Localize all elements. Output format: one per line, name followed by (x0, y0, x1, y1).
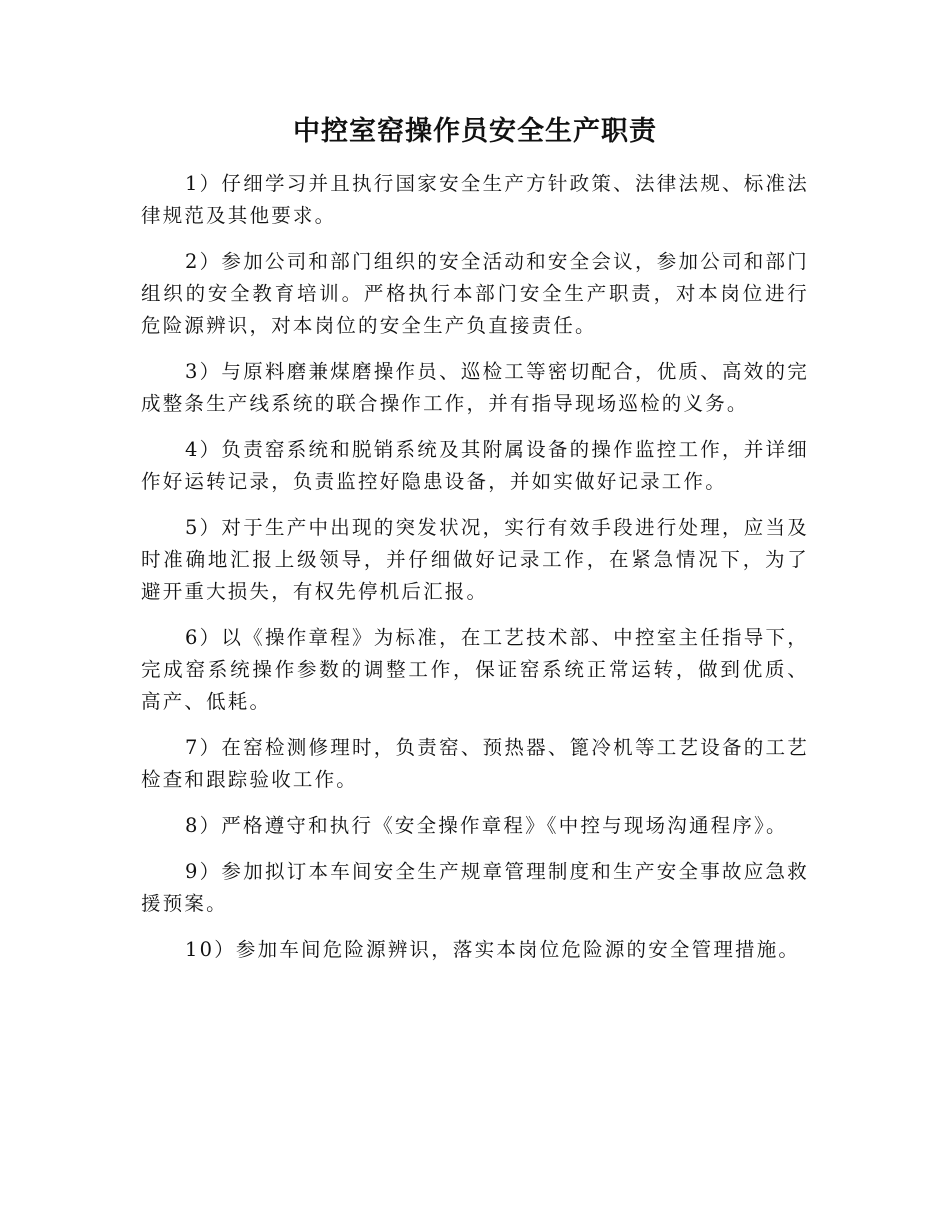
duty-item-5: 5）对于生产中出现的突发状况，实行有效手段进行处理，应当及时准确地汇报上级领导，并仔细做好记录工作，在紧急情况下，为了避开重大损失，有权先停机后汇报。 (141, 516, 809, 603)
duty-item-1: 1）仔细学习并且执行国家安全生产方针政策、法律法规、标准法律规范及其他要求。 (141, 172, 809, 227)
duty-item-4: 4）负责窑系统和脱销系统及其附属设备的操作监控工作，并详细作好运转记录，负责监控好隐患设备，并如实做好记录工作。 (141, 438, 809, 493)
duty-item-9: 9）参加拟订本车间安全生产规章管理制度和生产安全事故应急救援预案。 (141, 860, 809, 915)
document-body (141, 168, 809, 980)
duty-item-8: 8）严格遵守和执行《安全操作章程》《中控与现场沟通程序》。 (185, 814, 788, 837)
duty-item-3: 3）与原料磨兼煤磨操作员、巡检工等密切配合，优质、高效的完成整条生产线系统的联合操作工作，并有指导现场巡检的义务。 (141, 360, 809, 415)
duty-item-6: 6）以《操作章程》为标准，在工艺技术部、中控室主任指导下，完成窑系统操作参数的调整工作，保证窑系统正常运转，做到优质、高产、低耗。 (141, 626, 809, 713)
duty-item-10: 10）参加车间危险源辨识，落实本岗位危险源的安全管理措施。 (185, 938, 801, 961)
duty-item-7: 7）在窑检测修理时，负责窑、预热器、篦冷机等工艺设备的工艺检查和跟踪验收工作。 (141, 736, 809, 791)
duty-item-2: 2）参加公司和部门组织的安全活动和安全会议，参加公司和部门组织的安全教育培训。严格执行本部门安全生产职责，对本岗位进行危险源辨识，对本岗位的安全生产负直接责任。 (141, 250, 809, 337)
document-title: 中控室窑操作员安全生产职责 (293, 116, 657, 147)
